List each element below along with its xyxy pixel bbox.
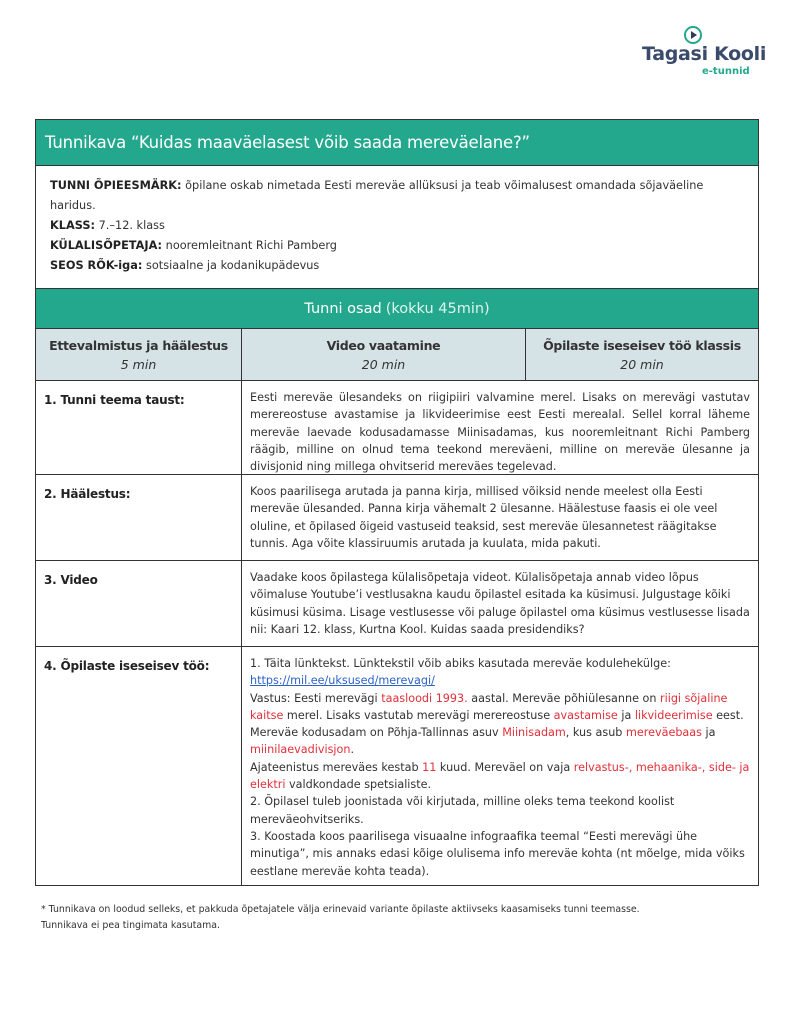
answer-highlight: riigi sõjaline kaitse xyxy=(250,691,728,722)
answer-highlight: mereväebaas xyxy=(625,726,702,740)
answer-highlight: relvastus-, mehaanika-, side- ja elektri xyxy=(250,760,750,792)
phase-time: 5 min xyxy=(120,356,157,372)
row-label: 2. Häälestus: xyxy=(36,475,242,560)
task-1-intro: 1. Täita lünktekst. Lünktekstil võib abiks kasutada mereväe kodulehekülge: xyxy=(250,657,671,670)
lesson-plan-table xyxy=(35,119,759,886)
row-label: 4. Õpilaste iseseisev töö: xyxy=(36,647,242,885)
answer-text: Vastus: Eesti merevägi xyxy=(250,691,382,705)
answer-text: Ajateenistus mereväes kestab xyxy=(250,760,423,774)
phase-time: 20 min xyxy=(361,356,406,372)
lesson-title: Tunnikava “Kuidas maaväelasest võib saada mereväelane?” xyxy=(45,133,530,152)
meta-goal xyxy=(50,176,744,216)
answer-highlight: taasloodi 1993. xyxy=(381,691,468,705)
meta-curriculum-link-value: sotsiaalne ja kodanikupädevus xyxy=(145,259,320,272)
answer-text: valdkondade spetsialiste. xyxy=(285,778,432,792)
phase-time: 20 min xyxy=(620,356,664,372)
answer-highlight: avastamise xyxy=(553,708,618,722)
answer-highlight: 11 xyxy=(422,760,437,774)
row-label: 1. Tunni teema taust: xyxy=(36,381,242,474)
row-content: Koos paarilisega arutada ja panna kirja, millised võiksid nende meelest olla Eesti mereväe ülesanded. Panna kirja vähemalt 2 ülesanne. Häälestuse faasis ei ole veel oluline, et õpilased õigeid vastuseid teaksid, sest mereväe ülesannetest räägitakse tunnis. Aga võite klassiruumis arutada ja kuulata, mida pakuti. xyxy=(250,485,718,550)
row-label: 3. Video xyxy=(36,561,242,646)
footnote-line-1: * Tunnikava on loodud selleks, et pakkuda õpetajatele välja erinevaid variante õpilaste aktiivseks kaasamiseks tunni teemasse. xyxy=(41,904,640,915)
tagasi-kooli-logo xyxy=(640,26,767,82)
meta-goal-value: õpilane oskab nimetada Eesti mereväe allüksusi ja teab võimalusest omandada sõjaväeline haridus. xyxy=(50,179,704,212)
lesson-parts-total: (kokku 45min) xyxy=(385,300,490,317)
footnote-line-2: Tunnikava ei pea tingimata kasutama. xyxy=(41,920,220,931)
table-row-video xyxy=(36,561,758,647)
meta-curriculum-link xyxy=(50,256,744,276)
answer-highlight: likvideerimise xyxy=(634,708,713,722)
answer-text: aastal. Mereväe põhiülesanne on xyxy=(467,691,661,705)
table-row-warmup xyxy=(36,475,758,561)
answer-text: ja xyxy=(617,708,635,722)
meta-class-value: 7.–12. klass xyxy=(98,219,165,232)
play-circle-icon xyxy=(684,26,702,44)
meta-guest-teacher xyxy=(50,236,744,256)
row-content: Vaadake koos õpilastega külalisõpetaja videot. Külalisõpetaja annab video lõpus võimaluse Youtube’i vestlusakna kaudu õpilastel esitada ka küsimusi. Julgustage kõiki küsimusi küsima. Lisage vestlusesse või paluge õpilastel oma küsimus vestlusesse lisada nii: Kaari 12. klass, Kurtna Kool. Kuidas saada presidendiks? xyxy=(250,571,750,636)
service-paragraph xyxy=(250,759,750,794)
meta-class-label: KLASS: xyxy=(50,219,95,232)
task-2: 2. Õpilasel tuleb joonistada või kirjutada, milline oleks tema teekond koolist mereväeohvitseriks. xyxy=(250,795,675,826)
navy-website-link[interactable]: https://mil.ee/uksused/merevagi/ xyxy=(250,674,435,688)
answer-text: ja xyxy=(701,726,716,740)
lesson-parts-header xyxy=(36,289,758,329)
answer-paragraph xyxy=(250,690,750,759)
answer-text: merel. Lisaks vastutab merevägi merereostuse xyxy=(283,708,554,722)
phase-video xyxy=(242,329,526,380)
answer-text: , kus asub xyxy=(565,726,626,740)
lesson-parts-title: Tunni osad xyxy=(304,300,382,317)
answer-highlight: miinilaevadivisjon xyxy=(250,743,351,757)
meta-guest-teacher-label: KÜLALISÕPETAJA: xyxy=(50,239,163,252)
row-content: Eesti mereväe ülesandeks on riigipiiri valvamine merel. Lisaks on merevägi vastutav merereostuse avastamise ja likvideerimise eest Eesti merealal. Sellel korral läheme mereväe laevade kodusadamasse Miinisadamas, kus nooremleitnant Richi Pamberg räägib, milline on olnud tema teekond mereväeni, milline on mereväe ülesanne ja divisjonid ning millega ohvitserid mereväes tegelevad. xyxy=(250,391,750,474)
lesson-phases xyxy=(36,329,758,381)
phase-name: Video vaatamine xyxy=(326,337,441,353)
lesson-meta xyxy=(36,166,758,289)
logo-subtitle: e-tunnid xyxy=(702,66,750,77)
lesson-title-bar xyxy=(36,120,758,166)
meta-guest-teacher-value: nooremleitnant Richi Pamberg xyxy=(165,239,337,252)
answer-text: . xyxy=(350,743,355,757)
meta-goal-label: TUNNI ÕPIEESMÄRK: xyxy=(50,179,182,192)
meta-curriculum-link-label: SEOS RÕK-iga: xyxy=(50,259,143,272)
phase-preparation xyxy=(36,329,242,380)
phase-name: Õpilaste iseseisev töö klassis xyxy=(543,337,741,353)
row-content xyxy=(242,647,758,885)
phase-name: Ettevalmistus ja häälestus xyxy=(49,337,228,353)
answer-text: kuud. Mereväel on vaja xyxy=(436,760,574,774)
meta-class xyxy=(50,216,744,236)
table-row-background xyxy=(36,381,758,475)
task-3: 3. Koostada koos paarilisega visuaalne infograafika teemal “Eesti merevägi ühe minutiga”, mis annaks edasi kõige olulisema info mereväe kohta (nt mõelge, mida võiks eestlane mereväe kohta teada). xyxy=(250,829,745,878)
logo-name: Tagasi Kooli xyxy=(642,43,767,65)
answer-highlight: Miinisadam xyxy=(502,726,566,740)
footnote xyxy=(41,902,761,934)
phase-independent-work xyxy=(526,329,758,380)
answer-text: eest. Mereväe kodusadam on Põhja-Tallinnas asuv xyxy=(250,708,744,740)
table-row-independent-work xyxy=(36,647,758,885)
